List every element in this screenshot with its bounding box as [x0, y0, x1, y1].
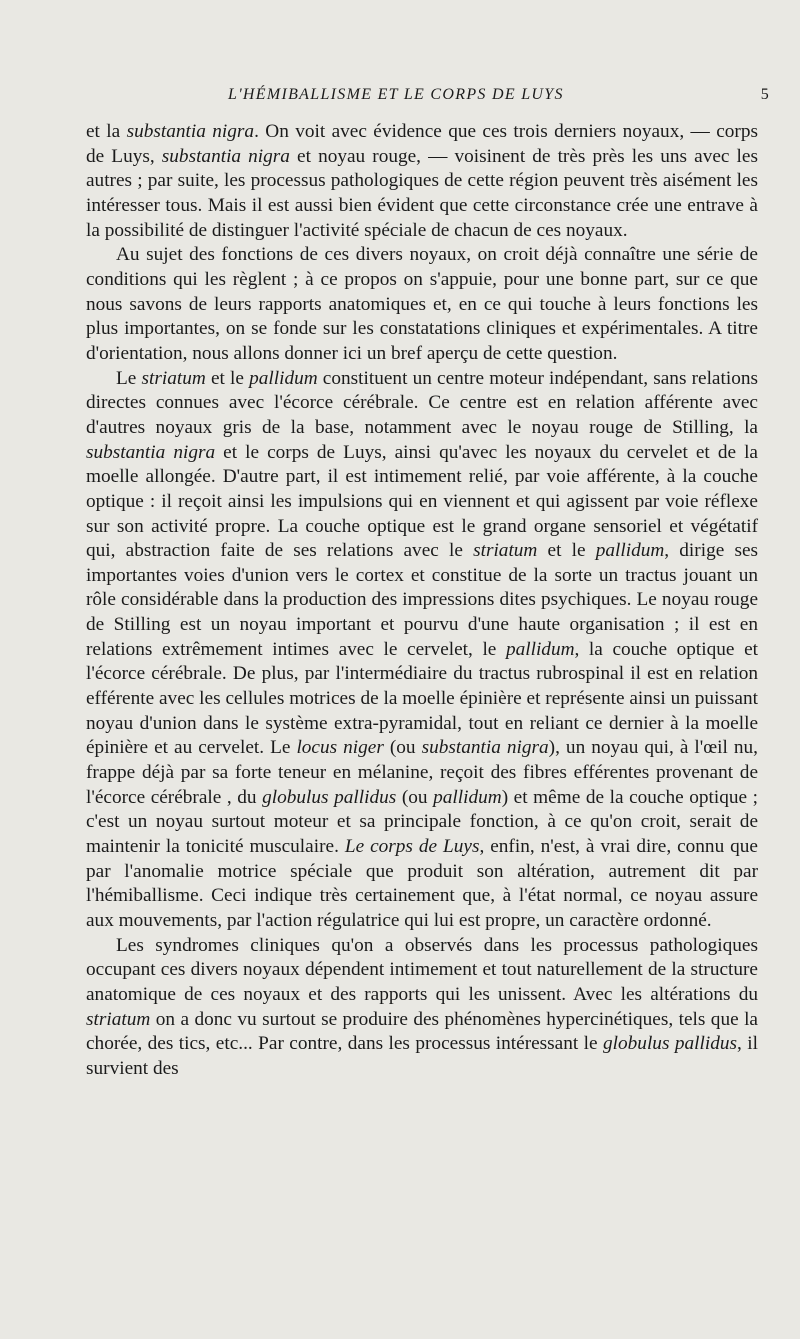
italic-term: pallidum	[595, 540, 665, 562]
italic-term: pallidum	[249, 367, 318, 389]
text-run: Les syndromes cliniques qu'on a observés dans les processus pathologiques occupant ces divers noyaux dépendent intimement et tout naturellement de la structure anatomique de ces noyaux et des rapports qui les unissent. Avec les altérations du	[86, 934, 758, 1005]
italic-term: substantia nigra	[126, 121, 255, 142]
text-run: et noyau rouge, — voisinent de très près les uns avec les autres ; par suite, les processus pathologiques de cette région peuvent très aisément les intéresser tous. Mais il est aussi bien évident que cette circonstance crée une entrave à la possibilité de distinguer l'activité spéciale de chacun de ces noyaux.	[86, 145, 758, 241]
text-run: et le	[537, 540, 596, 562]
paragraph	[86, 120, 758, 243]
text-run: , la couche optique et l'écorce cérébrale. De plus, par l'intermédiaire du tractus rubrospinal il est en relation efférente avec les cellules motrices de la moelle épinière et représente ainsi un puissant noyau d'union dans le système extra-pyramidal, tout en reliant ce dernier à la moelle épinière et au cervelet. Le	[86, 638, 758, 759]
running-header	[86, 86, 770, 110]
italic-term: striatum	[141, 367, 206, 389]
text-run: et la	[86, 121, 127, 142]
text-run: . On voit avec évidence que ces trois derniers noyaux, — corps de Luys,	[86, 121, 758, 167]
text-run: , il survient des	[86, 1033, 759, 1079]
text-run: constituent un centre moteur indépendant, sans relations directes connues avec l'écorce cérébrale. Ce centre est en relation afférente avec d'autres noyaux gris de la base, notamment avec le noyau rouge de Stilling, la	[86, 367, 758, 438]
italic-term: globulus pallidus	[603, 1033, 738, 1055]
text-run: (ou	[383, 737, 422, 759]
text-run: et le	[205, 367, 250, 389]
text-run: Au sujet des fonctions de ces divers noyaux, on croit déjà connaître une série de conditions qui les règlent ; à ce propos on s'appuie, pour une bonne part, sur ce que nous savons de leurs rapports anatomiques et, en ce qui touche à leurs fonctions les plus importantes, on se fonde sur les constatations cliniques et expérimentales. A titre d'orientation, nous allons donner ici un bref aperçu de cette question.	[86, 244, 758, 364]
italic-term: substantia nigra	[421, 737, 549, 759]
italic-term: globulus pallidus	[262, 786, 397, 808]
italic-term: striatum	[473, 540, 538, 562]
text-run: on a donc vu surtout se produire des phénomènes hypercinétiques, tels que la chorée, des tics, etc... Par contre, dans les processus intéressant le	[86, 1008, 758, 1055]
text-run: ) et même de la couche optique ; c'est un noyau surtout moteur et sa principale fonction, à ce qu'on croit, serait de maintenir la tonicité musculaire.	[86, 786, 759, 858]
text-run: Le	[116, 367, 142, 389]
text-run: et le corps de Luys, ainsi qu'avec les noyaux du cervelet et de la moelle allongée. D'autre part, il est intimement relié, par voie afférente, à la couche optique : il reçoit ainsi les impulsions qui en viennent et qui agissent par voie réflexe sur son activité propre. La couche optique est le grand organe sensoriel et végétatif qui, abstraction faite de ses relations avec le	[86, 441, 758, 562]
text-run: , enfin, n'est, à vrai dire, connu que par l'anomalie motrice spéciale que produit son altération, autrement dit par l'hémiballisme. Ceci indique très certainement que, à l'état normal, ce noyau assure aux mouvements, par l'action régulatrice qui lui est propre, un caractère ordonné.	[86, 836, 758, 931]
paragraph	[86, 934, 758, 1082]
body-text	[86, 120, 758, 1082]
italic-term: locus niger	[296, 737, 384, 759]
italic-term: substantia nigra	[161, 145, 290, 167]
text-run: ), un noyau qui, à l'œil nu, frappe déjà par sa forte teneur en mélanine, reçoit des fibres efférentes provenant de l'écorce cérébrale , du	[86, 737, 758, 808]
italic-term: pallidum	[505, 638, 575, 660]
italic-term: striatum	[86, 1008, 151, 1030]
text-run: (ou	[396, 786, 434, 808]
paragraph	[86, 243, 758, 366]
text-run: , dirige ses importantes voies d'union vers le cortex et constitue de la sorte un tractus jouant un rôle considérable dans la production des impressions dites psychiques. Le noyau rouge de Stilling est un noyau important et pourvu d'une haute organisation ; il est en relations extrêmement intimes avec le cervelet, le	[86, 540, 759, 660]
italic-term: Le corps de Luys	[344, 836, 480, 858]
italic-term: pallidum	[433, 786, 502, 808]
paragraph	[86, 367, 758, 934]
italic-term: substantia nigra	[86, 441, 216, 463]
running-title: L'HÉMIBALLISME ET LE CORPS DE LUYS	[228, 86, 564, 103]
page-number: 5	[760, 86, 770, 103]
